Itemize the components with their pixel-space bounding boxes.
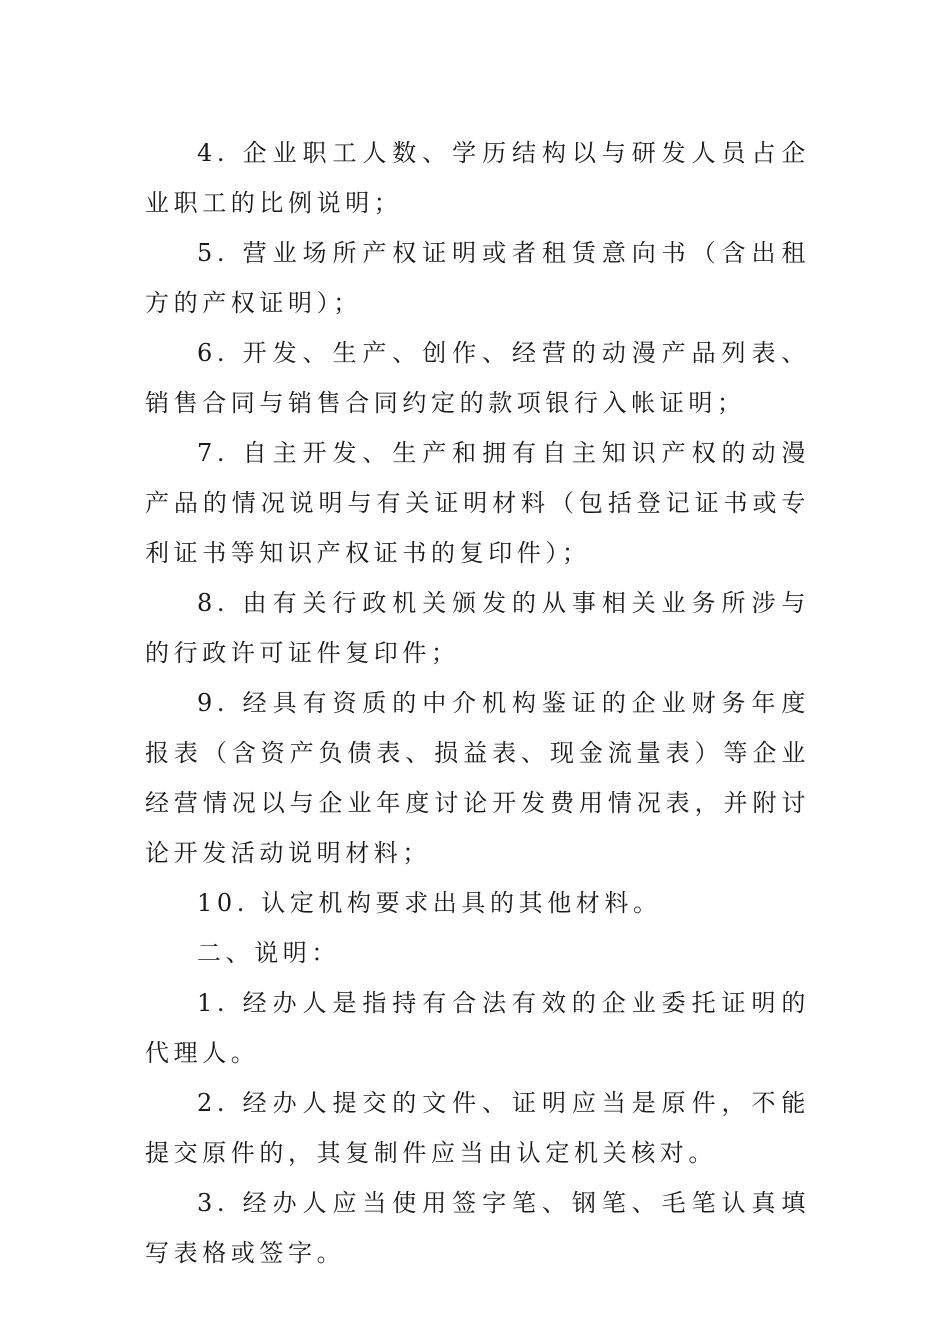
- explanation-item-3: 3. 经办人应当使用签字笔、钢笔、毛笔认真填写表格或签字。: [145, 1189, 810, 1267]
- paragraph-item-7: 7. 自主开发、生产和拥有自主知识产权的动漫产品的情况说明与有关证明材料（包括登记证书或专利证书等知识产权证书的复印件）；: [145, 439, 810, 567]
- paragraph-item-9: 9. 经具有资质的中介机构鉴证的企业财务年度报表（含资产负债表、损益表、现金流量表）等企业经营情况以与企业年度讨论开发费用情况表，并附讨论开发活动说明材料；: [145, 689, 810, 867]
- section-heading-explanation: 二、说明：: [197, 939, 340, 967]
- paragraph-item-8: 8. 由有关行政机关颁发的从事相关业务所涉与的行政许可证件复印件；: [145, 589, 810, 667]
- paragraph-item-10: 10. 认定机构要求出具的其他材料。: [197, 889, 662, 917]
- explanation-item-2: 2. 经办人提交的文件、证明应当是原件，不能提交原件的，其复制件应当由认定机关核对。: [145, 1089, 810, 1167]
- document-body: [145, 128, 810, 1278]
- paragraph-item-6: 6. 开发、生产、创作、经营的动漫产品列表、销售合同与销售合同约定的款项银行入帐证明；: [145, 339, 810, 417]
- explanation-item-1: 1. 经办人是指持有合法有效的企业委托证明的代理人。: [145, 989, 810, 1067]
- paragraph-item-5: 5. 营业场所产权证明或者租赁意向书（含出租方的产权证明）；: [145, 239, 810, 317]
- paragraph-item-4: 4. 企业职工人数、学历结构以与研发人员占企业职工的比例说明；: [145, 139, 810, 217]
